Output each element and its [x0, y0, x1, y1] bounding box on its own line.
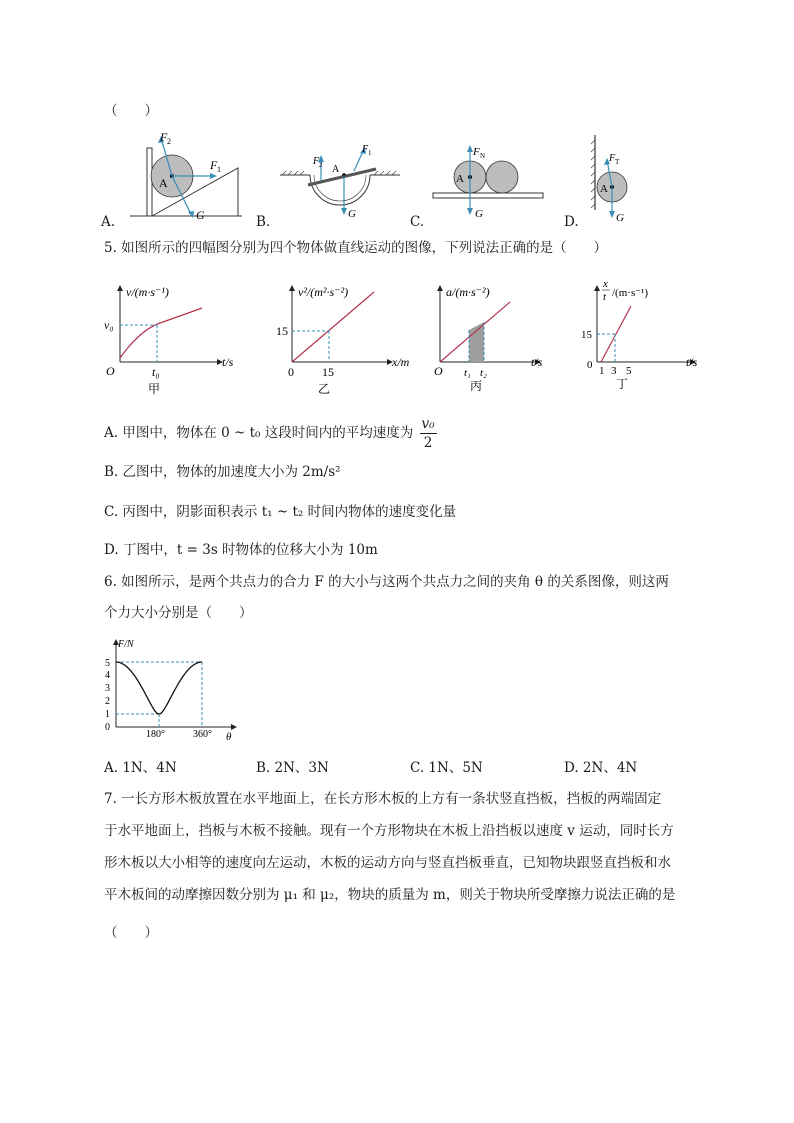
svg-text:t/s: t/s: [531, 355, 543, 369]
svg-text:a/(m·s⁻²): a/(m·s⁻²): [446, 285, 490, 299]
svg-text:A: A: [600, 183, 608, 195]
svg-text:F: F: [473, 146, 480, 158]
svg-text:F: F: [313, 156, 320, 167]
graph-yi: [276, 285, 410, 396]
svg-text:x/m: x/m: [392, 355, 410, 369]
svg-text:丙: 丙: [470, 379, 483, 393]
y-tick-label: 0: [105, 722, 110, 733]
svg-text:v²/(m²·s⁻²): v²/(m²·s⁻²): [298, 285, 349, 299]
svg-text:2: 2: [319, 161, 323, 169]
graph-bing: [434, 285, 543, 393]
svg-text:1: 1: [217, 165, 221, 174]
q6-stem-line1: 6. 如图所示，是两个共点力的合力 F 的大小与这两个共点力之间的夹角 θ 的关系图像，则这两: [104, 574, 669, 590]
svg-text:15: 15: [276, 324, 288, 338]
q5-graphs: [100, 278, 700, 400]
svg-text:A: A: [332, 164, 340, 175]
y-tick-label: 5: [105, 658, 110, 669]
svg-text:2: 2: [167, 137, 171, 146]
series-line: [116, 662, 202, 714]
svg-text:F: F: [362, 144, 369, 155]
svg-text:t₀: t₀: [152, 365, 160, 379]
q4-figure-a: [100, 128, 250, 223]
q4-figure-d: [585, 130, 645, 225]
q4-figure-b: [270, 135, 410, 223]
q4-option-b[interactable]: B.: [256, 214, 271, 230]
fig-a-point-label: A: [159, 176, 168, 190]
q6-option-d[interactable]: D. 2N、4N: [564, 760, 638, 776]
q7-line1: 7. 一长方形木板放置在水平地面上，在长方形木板的上方有一条状竖直挡板，挡板的两端固定: [104, 791, 662, 807]
q5-option-a[interactable]: A. 甲图中，物体在 0 ~ t₀ 这段时间内的平均速度为 $\frac{\text{v₀}}{2}$: [104, 416, 435, 451]
q4-option-a[interactable]: A.: [101, 214, 116, 230]
svg-text:t₂: t₂: [480, 367, 487, 379]
x-axis-label: θ: [226, 731, 232, 743]
graph-ding: [581, 278, 698, 391]
fraction: $\frac{\text{v₀}}{2}$: [421, 416, 435, 451]
q6-option-b[interactable]: B. 2N、3N: [256, 760, 329, 776]
y-tick-label: 2: [105, 696, 110, 707]
svg-text:F: F: [609, 153, 616, 164]
svg-text:v/(m·s⁻¹): v/(m·s⁻¹): [126, 285, 169, 299]
svg-text:甲: 甲: [148, 382, 161, 396]
svg-text:15: 15: [322, 365, 334, 379]
x-tick-label: 180°: [146, 729, 165, 740]
svg-text:1: 1: [368, 149, 372, 157]
fig-a-f1-label: F: [210, 158, 218, 172]
svg-text:N: N: [480, 152, 486, 160]
y-tick-label: 4: [105, 670, 110, 681]
q5-option-c[interactable]: C. 丙图中，阴影面积表示 t₁ ~ t₂ 时间内物体的速度变化量: [104, 504, 457, 520]
svg-text:1: 1: [599, 365, 605, 377]
q5-option-b[interactable]: B. 乙图中，物体的加速度大小为 2m/s²: [104, 464, 341, 480]
q5-option-d[interactable]: D. 丁图中，t = 3s 时物体的位移大小为 10m: [104, 542, 378, 558]
svg-text:A: A: [456, 173, 464, 185]
svg-text:5: 5: [626, 365, 632, 377]
q4-option-c[interactable]: C.: [410, 214, 425, 230]
svg-text:丁: 丁: [616, 377, 629, 391]
svg-text:t: t: [603, 291, 607, 303]
graph-jia: [104, 285, 234, 396]
svg-text:3: 3: [611, 365, 617, 377]
y-tick-label: 3: [105, 683, 110, 694]
svg-text:v₀: v₀: [104, 318, 114, 332]
q4-option-d[interactable]: D.: [564, 214, 579, 230]
q6-option-a[interactable]: A. 1N、4N: [104, 760, 177, 776]
svg-text:t/s: t/s: [686, 355, 698, 369]
svg-text:0: 0: [587, 359, 593, 371]
y-tick-label: 1: [105, 709, 110, 720]
svg-text:G: G: [348, 208, 356, 220]
q7-paren: （ ）: [104, 925, 158, 941]
svg-text:O: O: [106, 364, 115, 378]
svg-text:15: 15: [581, 329, 592, 341]
fig-a-f2-label: F: [160, 130, 168, 144]
svg-text:G: G: [475, 208, 483, 220]
svg-text:x: x: [603, 278, 608, 290]
q7-line4: 平木板间的动摩擦因数分别为 μ₁ 和 μ₂，物块的质量为 m，则关于物块所受摩擦力说法正确的是: [104, 887, 676, 903]
q6-option-c[interactable]: C. 1N、5N: [410, 760, 483, 776]
q7-line2: 于水平地面上，挡板与木板不接触。现有一个方形物块在木板上沿挡板以速度 v 运动，同时长方: [104, 823, 674, 839]
svg-text:T: T: [615, 158, 620, 166]
svg-text:t₁: t₁: [464, 367, 471, 379]
x-tick-label: 360°: [193, 729, 212, 740]
q6-stem-line2: 个力大小分别是（ ）: [104, 605, 253, 621]
q4-paren: （ ）: [104, 103, 158, 119]
svg-text:/(m·s⁻¹): /(m·s⁻¹): [612, 287, 648, 299]
svg-text:乙: 乙: [318, 382, 331, 396]
svg-text:t/s: t/s: [222, 355, 234, 369]
q6-chart: [98, 636, 248, 746]
svg-text:0: 0: [288, 365, 294, 379]
y-axis-label: F/N: [118, 639, 134, 650]
q7-line3: 形木板以大小相等的速度向左运动，木板的运动方向与竖直挡板垂直，已知物块跟竖直挡板和水: [104, 855, 671, 871]
svg-text:G: G: [616, 212, 624, 224]
svg-text:O: O: [434, 364, 443, 378]
q4-figure-c: [425, 137, 555, 223]
q5-stem: 5. 如图所示的四幅图分别为四个物体做直线运动的图像，下列说法正确的是（ ）: [104, 240, 608, 256]
fig-a-g-label: G: [196, 208, 205, 222]
